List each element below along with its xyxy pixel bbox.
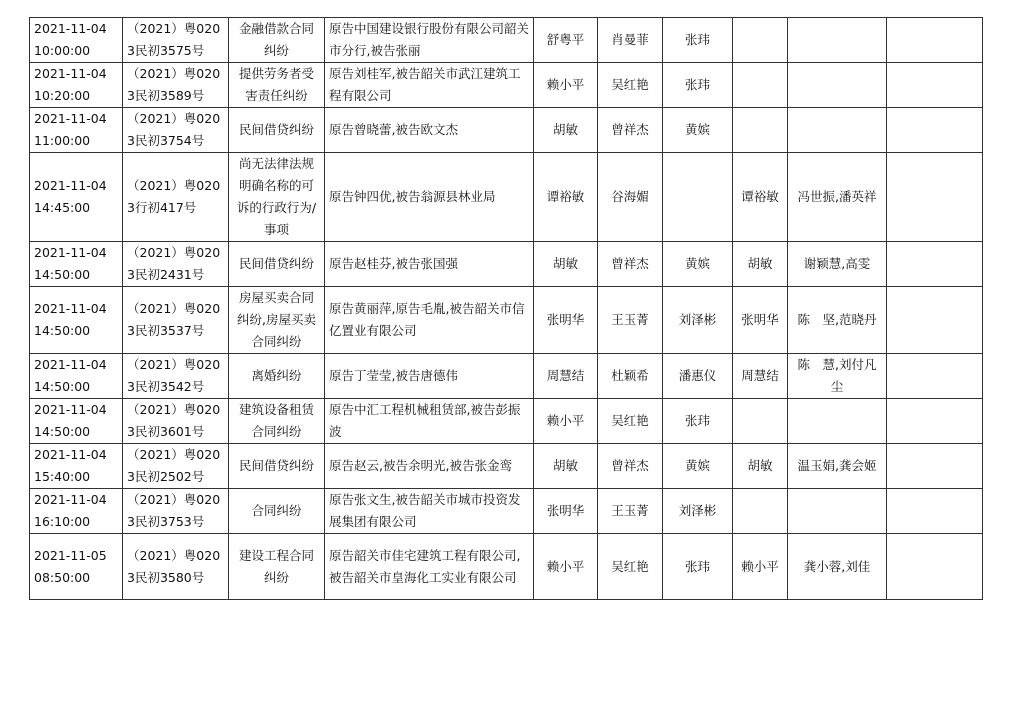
hearing-time-cell: 2021-11-04 11:00:00 xyxy=(30,108,123,153)
presiding-judge-cell: 胡敏 xyxy=(733,444,788,489)
table-row xyxy=(30,534,983,600)
hearing-schedule-table xyxy=(29,17,983,600)
case-number-cell: （2021）粤0203民初2502号 xyxy=(123,444,229,489)
parties-cell: 原告张文生,被告韶关市城市投资发展集团有限公司 xyxy=(325,489,534,534)
panel-members-cell: 陈 坚,范晓丹 xyxy=(788,287,887,354)
judge-cell: 胡敏 xyxy=(534,242,598,287)
judge-cell: 胡敏 xyxy=(534,108,598,153)
case-number-cell: （2021）粤0203民初3754号 xyxy=(123,108,229,153)
judge-cell: 谭裕敏 xyxy=(534,153,598,242)
extra-cell xyxy=(887,287,983,354)
assistant-cell: 黄嫔 xyxy=(663,108,733,153)
judge-cell: 周慧结 xyxy=(534,354,598,399)
parties-cell: 原告中汇工程机械租赁部,被告彭振波 xyxy=(325,399,534,444)
assistant-cell xyxy=(663,153,733,242)
hearing-time-cell: 2021-11-04 14:50:00 xyxy=(30,354,123,399)
case-number-cell: （2021）粤0203民初3537号 xyxy=(123,287,229,354)
case-cause-cell: 尚无法律法规明确名称的可诉的行政行为/事项 xyxy=(229,153,325,242)
hearing-time-cell: 2021-11-04 14:50:00 xyxy=(30,287,123,354)
case-number-cell: （2021）粤0203民初3580号 xyxy=(123,534,229,600)
case-number-cell: （2021）粤0203民初3601号 xyxy=(123,399,229,444)
clerk-cell: 吴红艳 xyxy=(598,399,663,444)
table-row xyxy=(30,63,983,108)
presiding-judge-cell xyxy=(733,489,788,534)
case-cause-cell: 合同纠纷 xyxy=(229,489,325,534)
clerk-cell: 曾祥杰 xyxy=(598,242,663,287)
extra-cell xyxy=(887,153,983,242)
presiding-judge-cell: 赖小平 xyxy=(733,534,788,600)
case-number-cell: （2021）粤0203民初3753号 xyxy=(123,489,229,534)
panel-members-cell xyxy=(788,108,887,153)
clerk-cell: 谷海媚 xyxy=(598,153,663,242)
case-number-cell: （2021）粤0203民初3589号 xyxy=(123,63,229,108)
case-cause-cell: 房屋买卖合同纠纷,房屋买卖合同纠纷 xyxy=(229,287,325,354)
extra-cell xyxy=(887,108,983,153)
assistant-cell: 张玮 xyxy=(663,399,733,444)
parties-cell: 原告中国建设银行股份有限公司韶关市分行,被告张丽 xyxy=(325,18,534,63)
panel-members-cell: 谢颖慧,高雯 xyxy=(788,242,887,287)
extra-cell xyxy=(887,534,983,600)
extra-cell xyxy=(887,242,983,287)
table-row xyxy=(30,354,983,399)
extra-cell xyxy=(887,444,983,489)
panel-members-cell xyxy=(788,399,887,444)
assistant-cell: 张玮 xyxy=(663,63,733,108)
case-number-cell: （2021）粤0203民初3542号 xyxy=(123,354,229,399)
table-row xyxy=(30,399,983,444)
hearing-time-cell: 2021-11-04 15:40:00 xyxy=(30,444,123,489)
case-cause-cell: 提供劳务者受害责任纠纷 xyxy=(229,63,325,108)
clerk-cell: 杜颖希 xyxy=(598,354,663,399)
panel-members-cell: 陈 慧,刘付凡尘 xyxy=(788,354,887,399)
judge-cell: 胡敏 xyxy=(534,444,598,489)
presiding-judge-cell: 胡敏 xyxy=(733,242,788,287)
panel-members-cell: 龚小蓉,刘佳 xyxy=(788,534,887,600)
presiding-judge-cell xyxy=(733,63,788,108)
parties-cell: 原告赵桂芬,被告张国强 xyxy=(325,242,534,287)
assistant-cell: 张玮 xyxy=(663,18,733,63)
judge-cell: 赖小平 xyxy=(534,534,598,600)
extra-cell xyxy=(887,354,983,399)
case-cause-cell: 民间借贷纠纷 xyxy=(229,242,325,287)
clerk-cell: 王玉菁 xyxy=(598,287,663,354)
clerk-cell: 吴红艳 xyxy=(598,534,663,600)
assistant-cell: 刘泽彬 xyxy=(663,287,733,354)
parties-cell: 原告钟四优,被告翁源县林业局 xyxy=(325,153,534,242)
parties-cell: 原告丁莹莹,被告唐德伟 xyxy=(325,354,534,399)
clerk-cell: 肖曼菲 xyxy=(598,18,663,63)
hearing-time-cell: 2021-11-04 16:10:00 xyxy=(30,489,123,534)
hearing-time-cell: 2021-11-04 10:20:00 xyxy=(30,63,123,108)
hearing-time-cell: 2021-11-04 14:50:00 xyxy=(30,399,123,444)
table-row xyxy=(30,18,983,63)
clerk-cell: 曾祥杰 xyxy=(598,444,663,489)
assistant-cell: 潘惠仪 xyxy=(663,354,733,399)
extra-cell xyxy=(887,399,983,444)
parties-cell: 原告曾晓蕾,被告欧文杰 xyxy=(325,108,534,153)
case-cause-cell: 建筑设备租赁合同纠纷 xyxy=(229,399,325,444)
parties-cell: 原告刘桂军,被告韶关市武江建筑工程有限公司 xyxy=(325,63,534,108)
presiding-judge-cell xyxy=(733,108,788,153)
hearing-time-cell: 2021-11-04 14:45:00 xyxy=(30,153,123,242)
judge-cell: 赖小平 xyxy=(534,399,598,444)
case-cause-cell: 民间借贷纠纷 xyxy=(229,108,325,153)
table-row xyxy=(30,108,983,153)
hearing-time-cell: 2021-11-04 14:50:00 xyxy=(30,242,123,287)
panel-members-cell: 冯世振,潘英祥 xyxy=(788,153,887,242)
clerk-cell: 曾祥杰 xyxy=(598,108,663,153)
table-row xyxy=(30,444,983,489)
case-cause-cell: 离婚纠纷 xyxy=(229,354,325,399)
judge-cell: 舒粤平 xyxy=(534,18,598,63)
hearing-time-cell: 2021-11-04 10:00:00 xyxy=(30,18,123,63)
judge-cell: 张明华 xyxy=(534,489,598,534)
presiding-judge-cell: 周慧结 xyxy=(733,354,788,399)
parties-cell: 原告韶关市佳宅建筑工程有限公司,被告韶关市皇海化工实业有限公司 xyxy=(325,534,534,600)
case-number-cell: （2021）粤0203民初3575号 xyxy=(123,18,229,63)
presiding-judge-cell xyxy=(733,399,788,444)
case-cause-cell: 金融借款合同纠纷 xyxy=(229,18,325,63)
table-row xyxy=(30,242,983,287)
case-cause-cell: 建设工程合同纠纷 xyxy=(229,534,325,600)
panel-members-cell: 温玉娟,龚会姬 xyxy=(788,444,887,489)
table-row xyxy=(30,153,983,242)
extra-cell xyxy=(887,489,983,534)
clerk-cell: 吴红艳 xyxy=(598,63,663,108)
parties-cell: 原告赵云,被告余明光,被告张金鸾 xyxy=(325,444,534,489)
case-number-cell: （2021）粤0203民初2431号 xyxy=(123,242,229,287)
table-row xyxy=(30,287,983,354)
assistant-cell: 黄嫔 xyxy=(663,444,733,489)
extra-cell xyxy=(887,18,983,63)
panel-members-cell xyxy=(788,489,887,534)
presiding-judge-cell: 谭裕敏 xyxy=(733,153,788,242)
judge-cell: 赖小平 xyxy=(534,63,598,108)
case-number-cell: （2021）粤0203行初417号 xyxy=(123,153,229,242)
presiding-judge-cell xyxy=(733,18,788,63)
assistant-cell: 黄嫔 xyxy=(663,242,733,287)
panel-members-cell xyxy=(788,63,887,108)
hearing-time-cell: 2021-11-05 08:50:00 xyxy=(30,534,123,600)
table-row xyxy=(30,489,983,534)
parties-cell: 原告黄丽萍,原告毛胤,被告韶关市信亿置业有限公司 xyxy=(325,287,534,354)
clerk-cell: 王玉菁 xyxy=(598,489,663,534)
case-cause-cell: 民间借贷纠纷 xyxy=(229,444,325,489)
judge-cell: 张明华 xyxy=(534,287,598,354)
assistant-cell: 刘泽彬 xyxy=(663,489,733,534)
panel-members-cell xyxy=(788,18,887,63)
presiding-judge-cell: 张明华 xyxy=(733,287,788,354)
assistant-cell: 张玮 xyxy=(663,534,733,600)
extra-cell xyxy=(887,63,983,108)
